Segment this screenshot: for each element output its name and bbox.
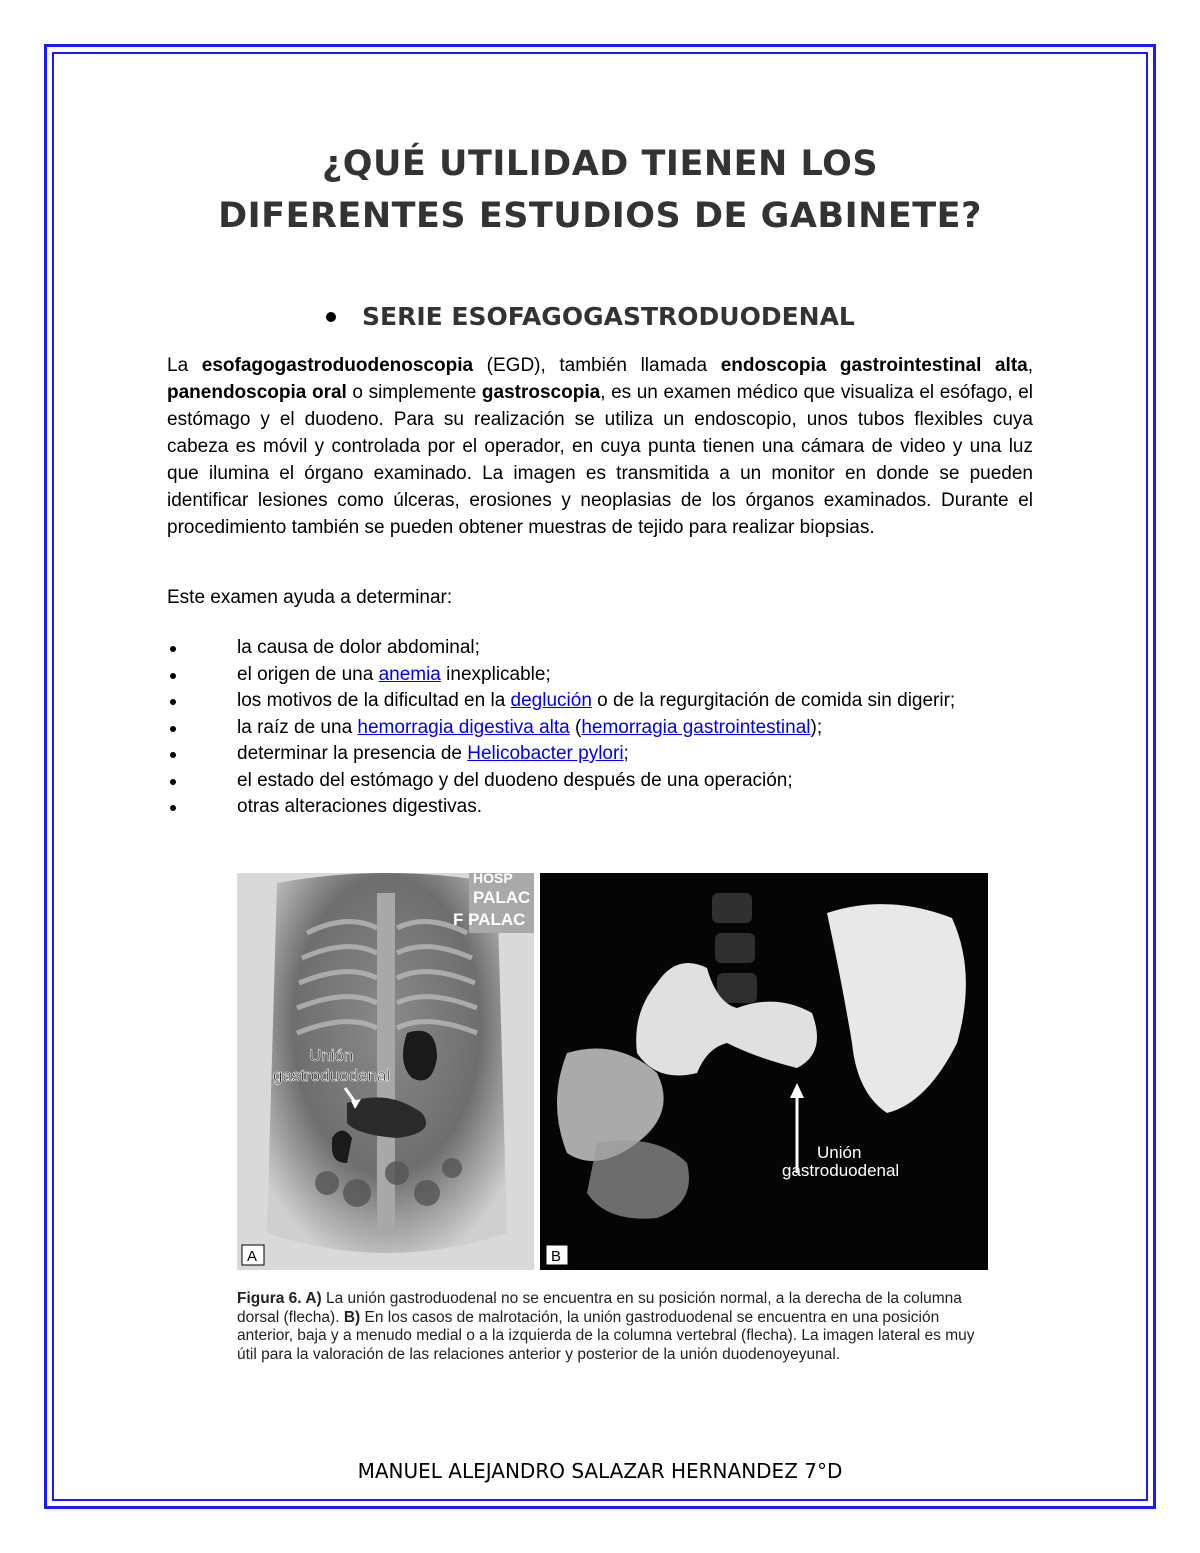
list-item-text: el estado del estómago y del duodeno después de una operación; (237, 769, 793, 791)
determinations-list (167, 635, 1033, 821)
page-title (130, 138, 1070, 242)
corner-text-1: HOSP (473, 873, 513, 886)
corner-text-3: F PALAC (453, 910, 526, 929)
label-b-line2: gastroduodenal (782, 1161, 900, 1180)
list-item (167, 794, 1033, 821)
list-item-text: inexplicable; (440, 663, 551, 685)
body-paragraph (167, 352, 1033, 541)
xray-panel-b (540, 873, 988, 1270)
list-item (167, 768, 1033, 795)
link-helicobacter-pylori[interactable]: Helicobacter pylori (467, 743, 624, 764)
section-heading (326, 302, 855, 331)
list-item-text: la causa de dolor abdominal; (237, 637, 480, 658)
para-text: (EGD), también llamada (473, 355, 721, 376)
list-item (167, 635, 1033, 662)
list-item-text: determinar la presencia de (237, 743, 468, 764)
bullet-icon (170, 646, 176, 652)
list-item-text: ); (810, 716, 823, 738)
list-item-text: ; (623, 743, 629, 764)
panel-a-letter: A (247, 1248, 258, 1265)
title-line-1: ¿QUÉ UTILIDAD TIENEN LOS (321, 144, 879, 184)
bullet-dot-icon (326, 312, 336, 322)
caption-text: La unión gastroduodenal no se encuentra en su posición normal, a la derecha de la columna dorsal (flecha). (237, 1290, 962, 1326)
list-item-text: o de la regurgitación de comida sin digerir; (591, 690, 956, 711)
bullet-icon (170, 779, 176, 785)
para-bold-term: endoscopia gastrointestinal alta (720, 355, 1028, 376)
label-a-line1: Unión (309, 1046, 354, 1065)
bullet-icon (170, 805, 176, 811)
footer-author: MANUEL ALEJANDRO SALAZAR HERNANDEZ 7°D (357, 1459, 843, 1483)
list-intro: Este examen ayuda a determinar: (167, 587, 453, 608)
caption-bold: B) (343, 1308, 361, 1326)
list-item-text: otras alteraciones digestivas. (237, 796, 483, 817)
link-anemia[interactable]: anemia (378, 663, 441, 685)
panel-b-letter: B (551, 1248, 562, 1265)
xray-figure (237, 873, 988, 1270)
caption-bold: Figura 6. A) (237, 1290, 322, 1307)
corner-text-2: PALAC (473, 888, 531, 907)
bullet-icon (170, 752, 176, 758)
para-bold-term: panendoscopia oral (167, 382, 347, 403)
title-line-2: DIFERENTES ESTUDIOS DE GABINETE? (218, 196, 982, 236)
link-deglucion[interactable]: deglución (510, 690, 592, 711)
list-item (167, 662, 1033, 689)
xray-panel-a (237, 873, 534, 1270)
para-text: La (167, 355, 202, 376)
label-b-line1: Unión (817, 1143, 862, 1162)
list-item (167, 688, 1033, 715)
list-item (167, 741, 1033, 768)
para-text: o simplemente (346, 382, 482, 403)
link-hemorragia-digestiva-alta[interactable]: hemorragia digestiva alta (357, 716, 570, 738)
para-bold-term: gastroscopia (481, 382, 601, 403)
list-item (167, 715, 1033, 742)
list-item-text: el origen de una (237, 663, 379, 685)
list-item-text: ( (569, 716, 582, 738)
section-heading-text: SERIE ESOFAGOGASTRODUODENAL (362, 302, 855, 331)
list-item-text: los motivos de la dificultad en la (237, 690, 511, 711)
label-a-line2: gastroduodenal (273, 1066, 391, 1085)
list-item-text: la raíz de una (237, 716, 358, 738)
para-text: , (1027, 355, 1034, 376)
bullet-icon (170, 726, 176, 732)
link-hemorragia-gastrointestinal[interactable]: hemorragia gastrointestinal (581, 716, 811, 738)
bullet-icon (170, 673, 176, 679)
caption-text: En los casos de malrotación, la unión gastroduodenal se encuentra en una posición anterior, baja y a menudo medial o a la izquierda de la columna vertebral (flecha). La imagen lateral es muy útil para la valoración de las relaciones anterior y posterior de la unión duodenoyeyunal. (237, 1308, 975, 1363)
para-bold-term: esofagogastroduodenoscopia (201, 355, 474, 376)
para-text: , es un examen médico que visualiza el esófago, el estómago y el duodeno. Para su realización se utiliza un endoscopio, unos tubos flexibles cuya cabeza es móvil y controlada por el operador, en cuya punta tienen una cámara de video y una luz que ilumina el órgano examinado. La imagen es transmitida a un monitor en donde se pueden identificar lesiones como úlceras, erosiones y neoplasias de los órganos examinados. Durante el procedimiento también se pueden obtener muestras de tejido para realizar biopsias. (167, 382, 1033, 538)
bullet-icon (170, 699, 176, 705)
figure-caption (237, 1290, 997, 1364)
